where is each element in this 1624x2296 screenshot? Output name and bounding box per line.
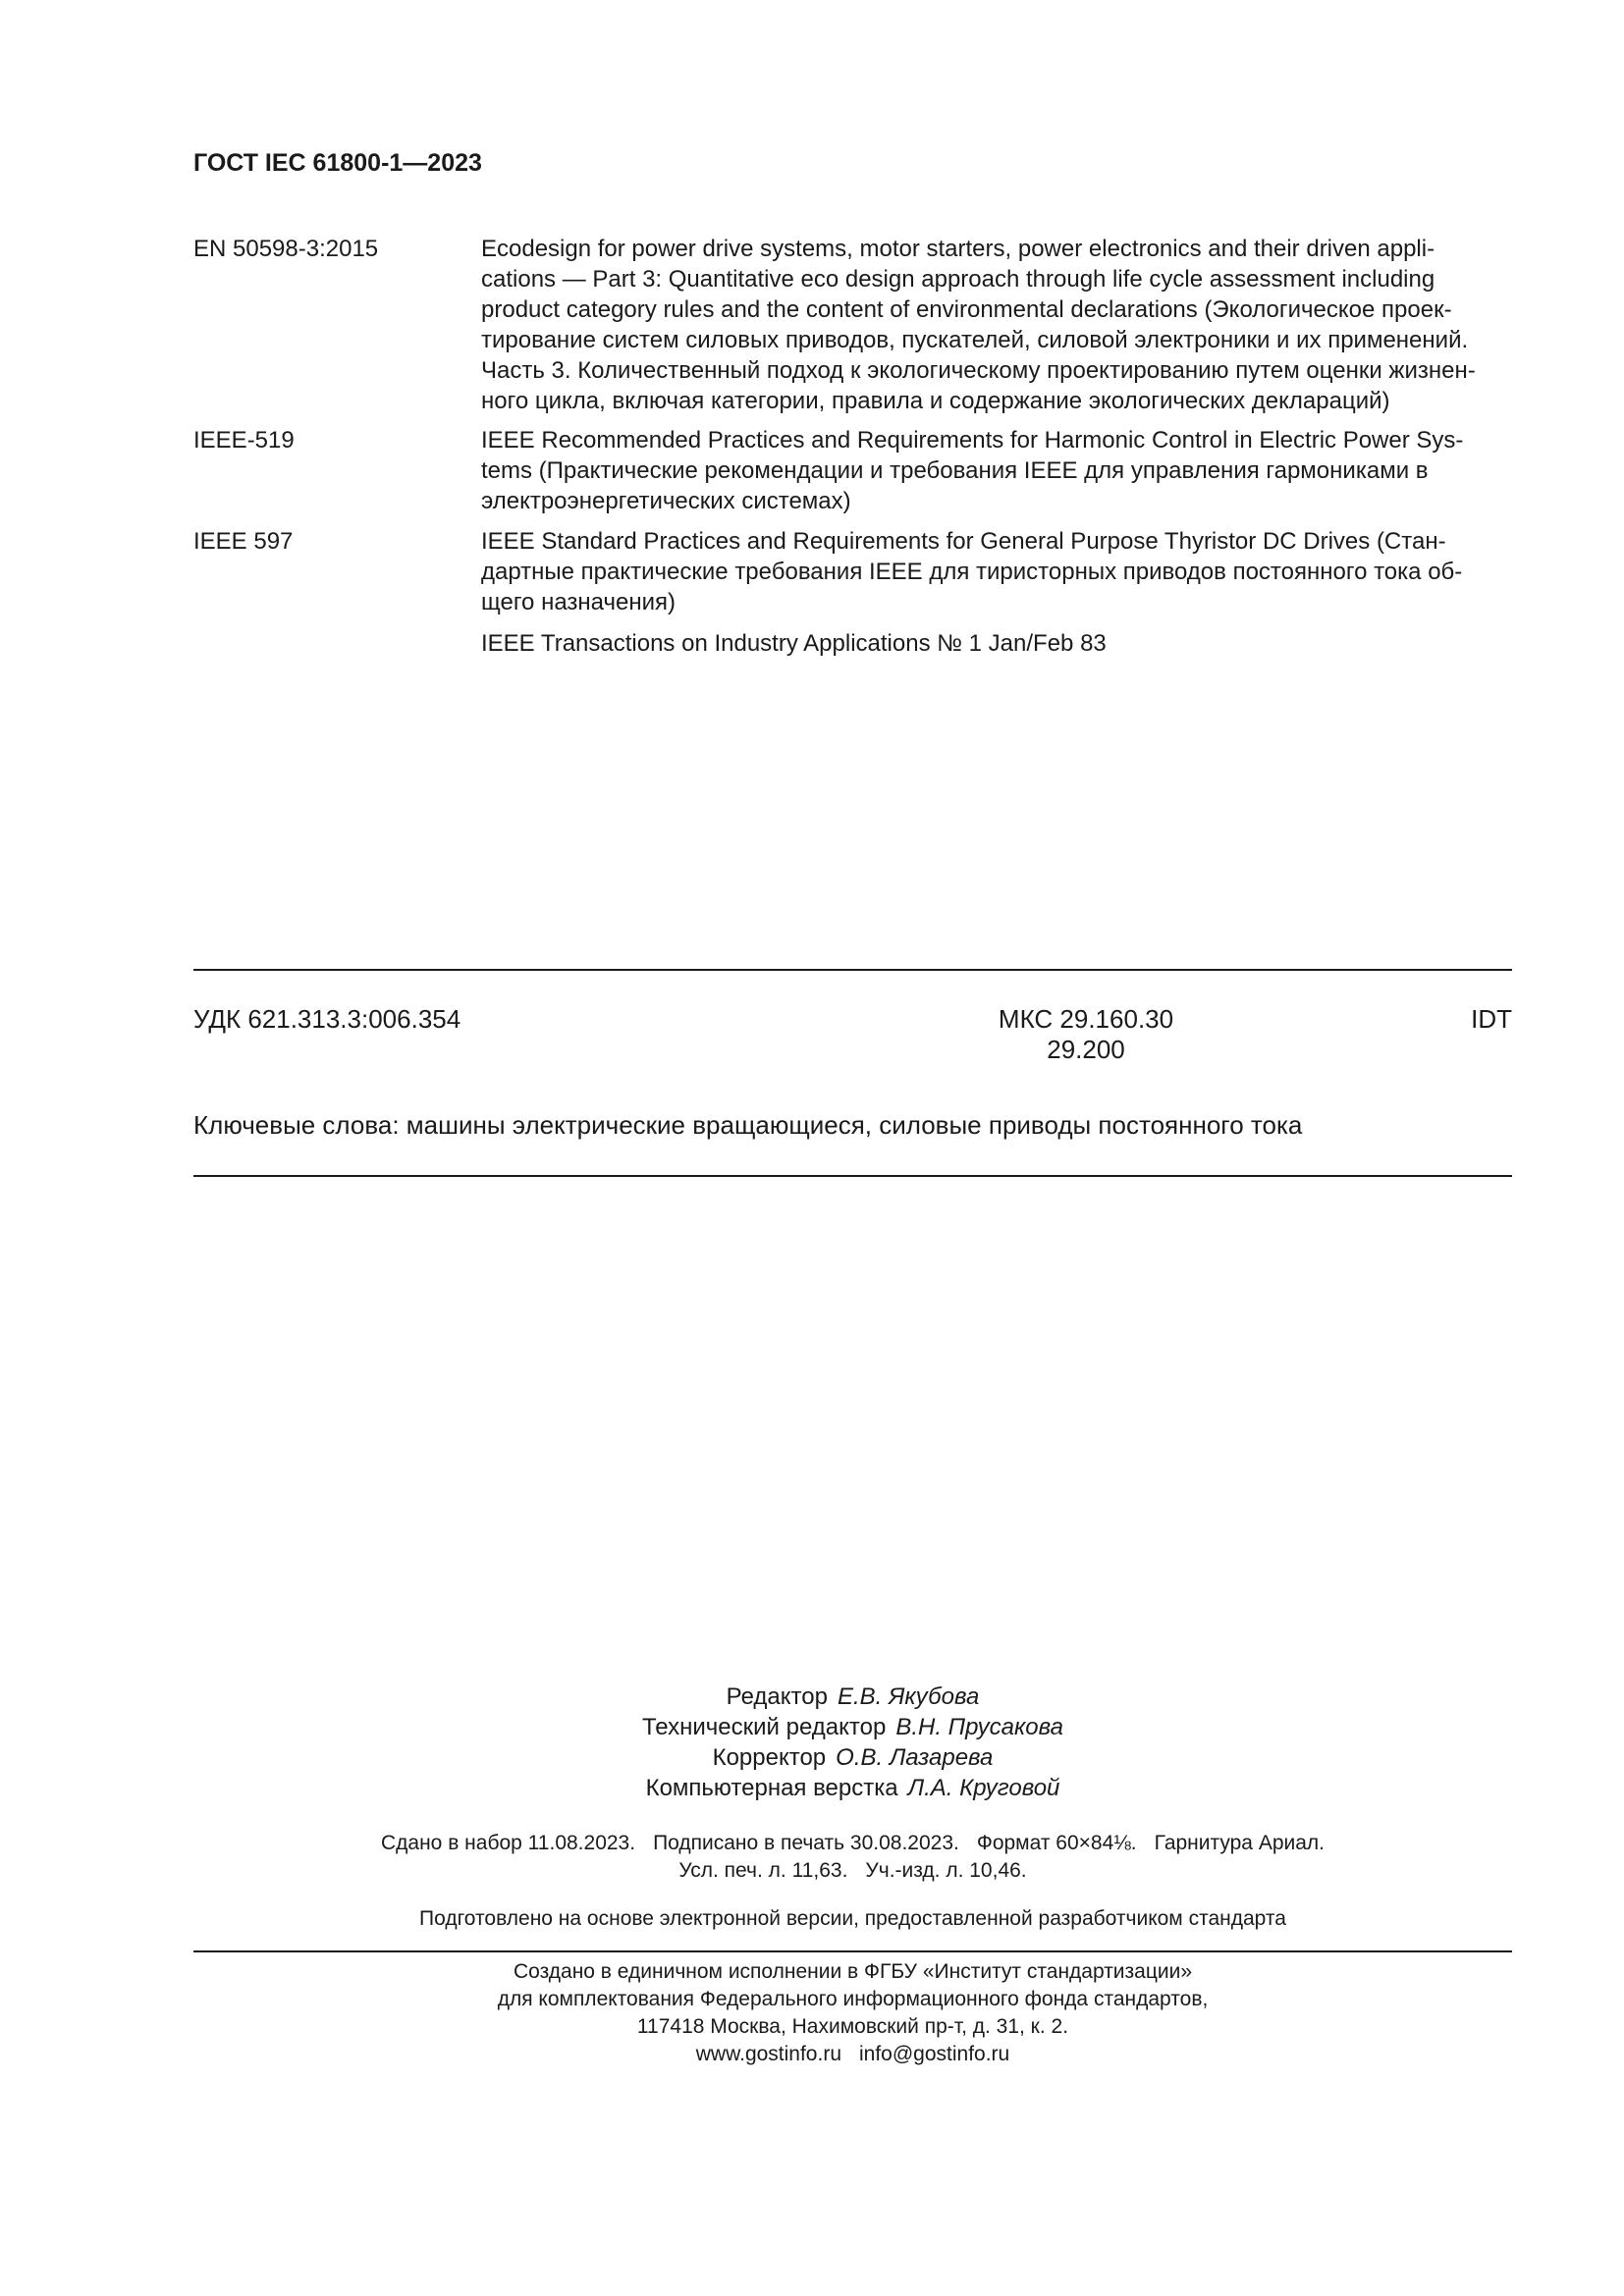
reference-description: IEEE Recommended Practices and Requirements for Harmonic Control in Electric Power Sys- tems (Практические рекомендации и требования IEEE для управления гармониками в электроэнергетических системах) bbox=[481, 427, 1464, 514]
degree-of-correspondence: IDT bbox=[1471, 1004, 1512, 1034]
prepared-note: Подготовлено на основе электронной версии, предоставленной разработчиком стандарта bbox=[419, 1907, 1286, 1930]
divider-bottom bbox=[193, 1950, 1512, 1952]
credit-line: Редактор Е.В. Якубова bbox=[726, 1683, 980, 1710]
divider-top bbox=[193, 969, 1512, 971]
email-link[interactable]: info@gostinfo.ru bbox=[859, 2043, 1010, 2065]
mks-code: МКС 29.160.30 29.200 bbox=[998, 1004, 1174, 1064]
reference-entry bbox=[193, 234, 1512, 416]
reference-code: IEEE 597 bbox=[193, 528, 294, 555]
credit-line: Корректор О.В. Лазарева bbox=[712, 1744, 994, 1771]
reference-description: Ecodesign for power drive systems, motor starters, power electronics and their driven appli- cations — Part 3: Quantitative eco design approach through life cycle assessment including product category rules and the content of environmental declarations (Экологическое проек- тирование систем силовых приводов, пускателей, силовой электроники и их применений. Часть 3. Количественный подход к экологическому проектированию путем оценки жизнен- ного цикла, включая категории, правила и содержание экологических деклараций) bbox=[481, 236, 1476, 414]
reference-description: IEEE Standard Practices and Requirements for General Purpose Thyristor DC Drives (Стан- дартные практические требования IEEE для тиристорных приводов постоянного тока об- щего назначения) bbox=[481, 528, 1463, 615]
divider-keywords bbox=[193, 1175, 1512, 1177]
credit-line: Технический редактор В.Н. Прусакова bbox=[641, 1714, 1063, 1740]
page-header-title: ГОСТ IEC 61800-1—2023 bbox=[193, 149, 482, 177]
reference-code: IEEE-519 bbox=[193, 427, 295, 454]
reference-entry bbox=[193, 526, 1512, 617]
reference-entry bbox=[193, 628, 1512, 659]
created-block: Создано в единичном исполнении в ФГБУ «Институт стандартизации» для комплектования Федерального информационного фонда стандартов, 117418 Москва, Нахимовский пр-т, д. 31, к. 2. www.gostinfo.ru info@gostinfo.ru bbox=[497, 1960, 1209, 2065]
credit-line: Компьютерная верстка Л.А. Круговой bbox=[645, 1775, 1060, 1801]
credits-block bbox=[193, 1682, 1512, 1803]
udk-code: УДК 621.313.3:006.354 bbox=[193, 1004, 461, 1034]
reference-entry bbox=[193, 425, 1512, 516]
reference-code: EN 50598-3:2015 bbox=[193, 236, 379, 262]
reference-description: IEEE Transactions on Industry Applications № 1 Jan/Feb 83 bbox=[481, 630, 1107, 657]
keywords: Ключевые слова: машины электрические вращающиеся, силовые приводы постоянного тока bbox=[193, 1110, 1303, 1140]
website-link[interactable]: www.gostinfo.ru bbox=[695, 2043, 841, 2065]
imprint-block: Сдано в набор 11.08.2023. Подписано в печать 30.08.2023. Формат 60×84⅛. Гарнитура Ариал. Усл. печ. л. 11,63. Уч.-изд. л. 10,46. bbox=[380, 1832, 1325, 1882]
